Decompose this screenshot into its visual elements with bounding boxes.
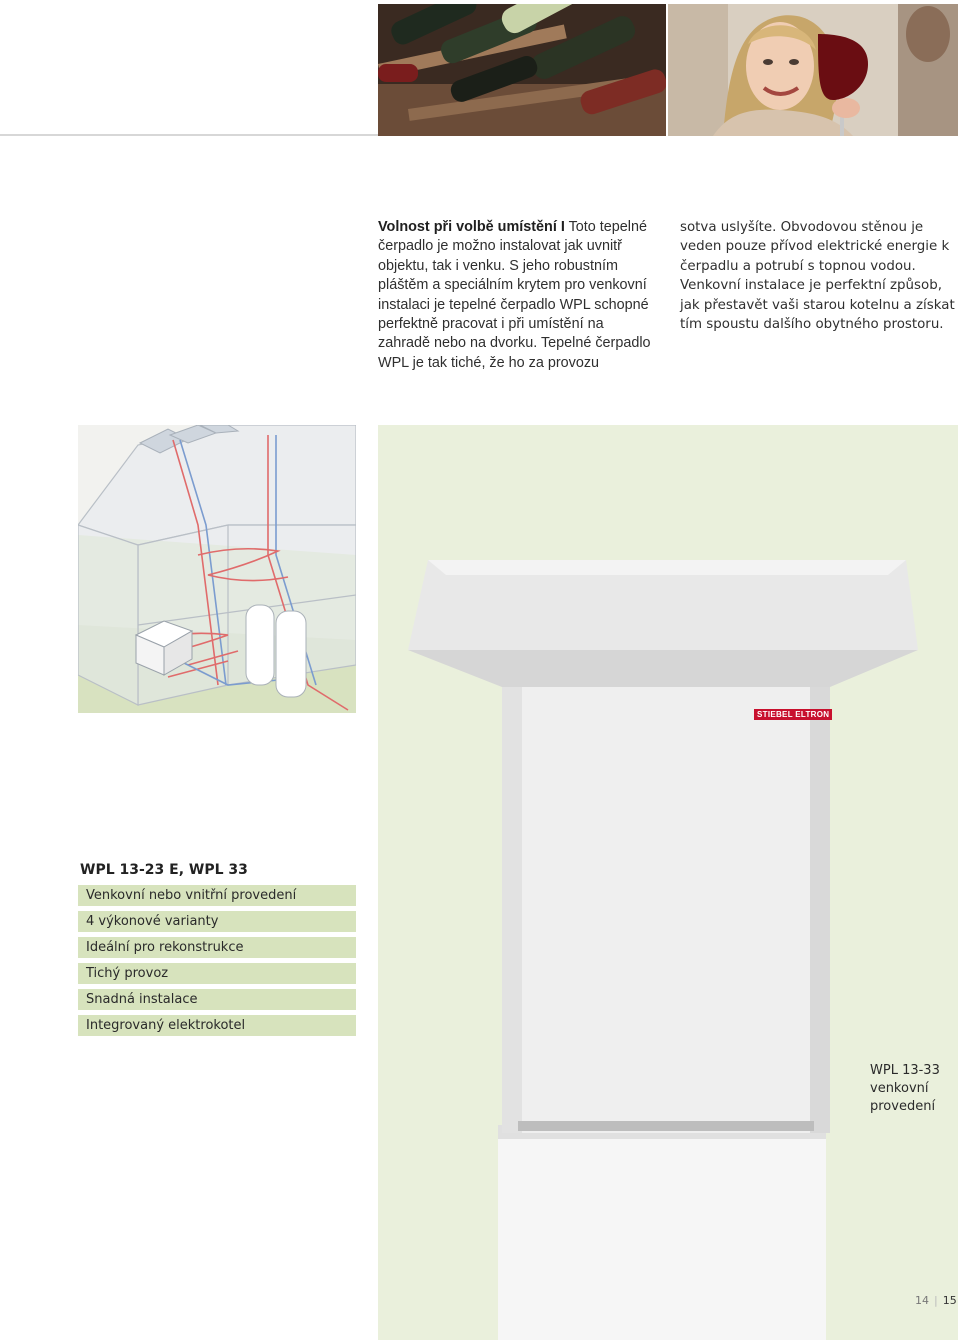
- feature-list-title: WPL 13-23 E, WPL 33: [80, 862, 248, 878]
- woman-with-wine-photo: [668, 4, 958, 136]
- intro-body-left: Toto tepelné čerpadlo je možno instalovat jak uvnitř objektu, tak i venku. S jeho robustním pláštěm a speciálním krytem pro venkovní instalaci je tepelné čerpadlo WPL schopné perfektně pracovat i při umístění na zahradě nebo na dvorku. Tepelné čerpadlo WPL je tak tiché, že ho za provozu: [378, 219, 651, 371]
- caption-line: venkovní: [870, 1081, 929, 1096]
- feature-item: Ideální pro rekonstrukce: [78, 937, 356, 958]
- house-installation-diagram: [78, 425, 356, 713]
- intro-text-right: [680, 218, 958, 334]
- caption-line: provedení: [870, 1099, 936, 1114]
- caption-line: WPL 13-33: [870, 1063, 940, 1078]
- product-caption: [870, 1062, 958, 1116]
- feature-item: Venkovní nebo vnitřní provedení: [78, 885, 356, 906]
- page-separator: |: [934, 1294, 938, 1307]
- intro-text-left: [378, 218, 658, 373]
- brand-logo-text: STIEBEL ELTRON: [757, 710, 830, 719]
- feature-item: Tichý provoz: [78, 963, 356, 984]
- page-number-left: 14: [915, 1294, 929, 1307]
- product-photo-panel: [378, 425, 958, 1340]
- feature-item: 4 výkonové varianty: [78, 911, 356, 932]
- brand-logo: [754, 709, 832, 720]
- wine-bottles-photo: [378, 4, 666, 136]
- intro-lead: Volnost při volbě umístění I: [378, 219, 565, 235]
- page-number-right: 15: [942, 1294, 957, 1307]
- feature-item: Integrovaný elektrokotel: [78, 1015, 356, 1036]
- page-numbers: [915, 1294, 957, 1307]
- feature-item: Snadná instalace: [78, 989, 356, 1010]
- top-rule: [0, 134, 378, 136]
- feature-list: [78, 862, 356, 1041]
- intro-body-right: sotva uslyšíte. Obvodovou stěnou je veden pouze přívod elektrické energie k čerpadlu a potrubí s topnou vodou. Venkovní instalace je perfektní způsob, jak přestavět vaši starou kotelnu a získat tím spoustu dalšího obytného prostoru.: [680, 220, 955, 333]
